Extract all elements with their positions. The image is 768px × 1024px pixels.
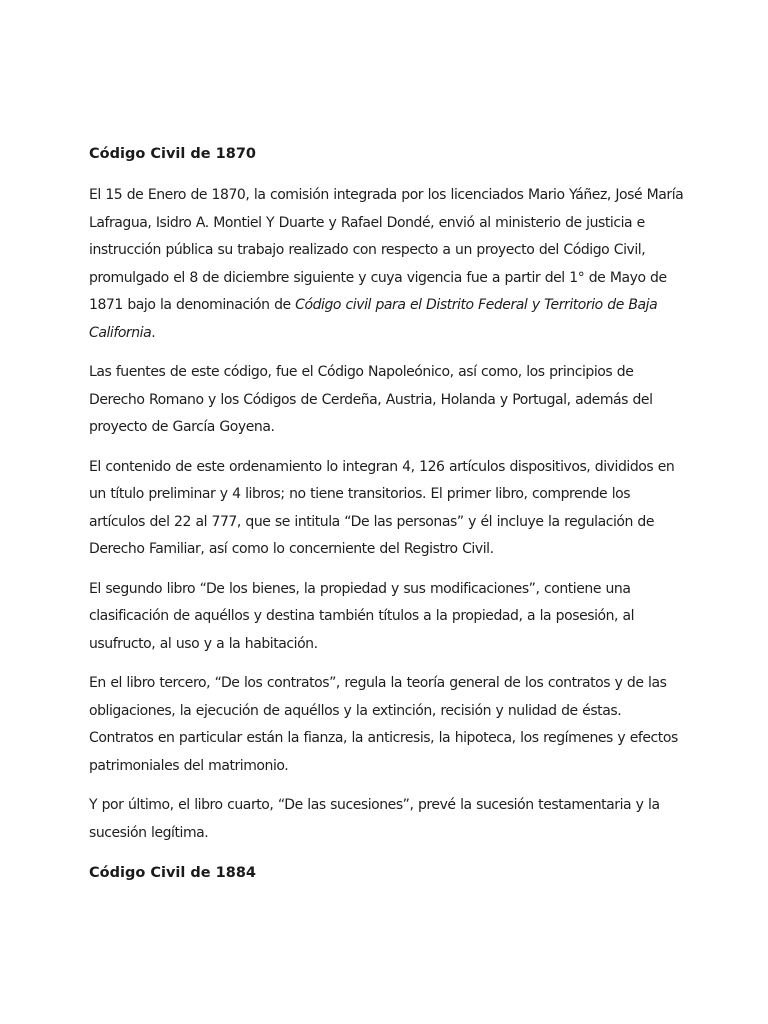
paragraph-third-book: En el libro tercero, “De los contratos”, regula la teoría general de los contratos y de las obligaciones, la ejecución de aquéllos y la extinción, recisión y nulidad de éstas. Contratos en particular están la fianza, la anticresis, la hipoteca, los regímenes y efectos patrimoniales del matrimonio. <box>89 675 678 774</box>
document-page <box>89 140 689 901</box>
paragraph-fourth-book: Y por último, el libro cuarto, “De las sucesiones”, prevé la sucesión testamentaria y la sucesión legítima. <box>89 797 660 841</box>
paragraph-commission-text: El 15 de Enero de 1870, la comisión integrada por los licenciados Mario Yáñez, José María Lafragua, Isidro A. Montiel Y Duarte y Rafael Dondé, envió al ministerio de justicia e instrucción pública su trabajo realizado con respecto a un proyecto del Código Civil, promulgado el 8 de diciembre siguiente y cuya vigencia fue a partir del 1° de Mayo de 1871 bajo la denominación de <box>89 187 684 313</box>
paragraph-commission-end: . <box>151 324 156 341</box>
code-title-italic: Código civil para el Distrito Federal y Territorio de Baja California <box>89 297 658 341</box>
paragraph-sources: Las fuentes de este código, fue el Código Napoleónico, así como, los principios de Derecho Romano y los Códigos de Cerdeña, Austria, Holanda y Portugal, además del proyecto de García Goyena. <box>89 364 653 435</box>
paragraph-second-book: El segundo libro “De los bienes, la propiedad y sus modificaciones”, contiene una clasificación de aquéllos y destina también títulos a la propiedad, a la posesión, al usufructo, al uso y a la habitación. <box>89 580 635 652</box>
section-heading-1884: Código Civil de 1884 <box>89 865 257 881</box>
paragraph-commission <box>89 182 689 347</box>
section-heading-1870: Código Civil de 1870 <box>89 146 257 162</box>
paragraph-content: El contenido de este ordenamiento lo integran 4, 126 artículos dispositivos, divididos en un título preliminar y 4 libros; no tiene transitorios. El primer libro, comprende los artículos del 22 al 777, que se intitula “De las personas” y él incluye la regulación de Derecho Familiar, así como lo concerniente del Registro Civil. <box>89 458 675 557</box>
